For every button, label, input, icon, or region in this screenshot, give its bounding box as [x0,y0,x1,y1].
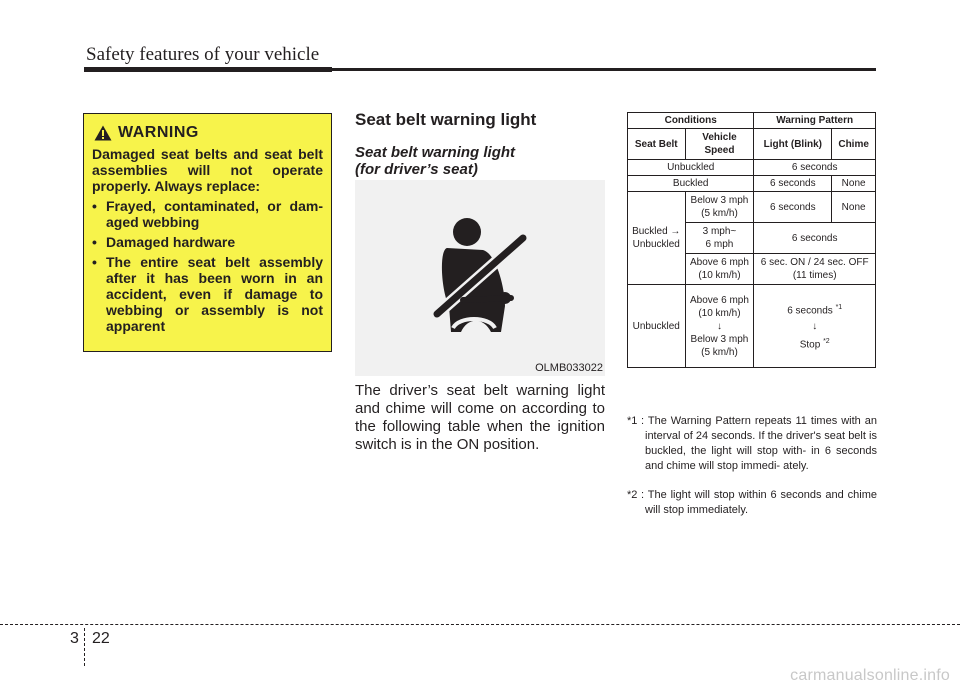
section-subtitle-line: Seat belt warning light [355,144,516,161]
table-row [628,129,876,160]
table-cell: None [832,176,876,192]
section-body: The driver’s seat belt warning light and chime will come on according to the following table when the ignition switch is in the ON position. [355,382,605,453]
footer-divider [84,628,85,666]
footnote-mark: *2 [627,489,638,501]
footnote [627,488,877,518]
table-row [628,176,876,192]
table-cell: Below 3 mph (5 km/h) [685,192,754,223]
warning-list [92,198,323,334]
table-cell: 3 mph~ 6 mph [685,223,754,254]
page-number: 22 [92,630,110,647]
table-cell: 6 seconds $^{*1}$ ↓ Stop $^{*2}$ [754,285,876,368]
footnote-text: : The Warning Pattern repeats 11 times with an interval of 24 seconds. If the driver's seat belt is buckled, the light will stop with- in 6 seconds and chime will stop immedi- ately. [641,415,877,472]
footer-rule [0,624,960,625]
table-cell: Unbuckled [628,285,686,368]
table-cell: 6 seconds [754,160,876,176]
table-cell: Unbuckled [628,160,754,176]
table-header-light: Light (Blink) [754,129,832,160]
footnote [627,414,877,474]
table-cell: Buckled [628,176,754,192]
table-cell: 6 seconds [754,223,876,254]
warning-heading [94,124,323,142]
table-row [628,113,876,129]
table-cell: 6 seconds [754,176,832,192]
table-header-speed: Vehicle Speed [685,129,754,160]
warning-item: • The entire seat belt assembly after it has been worn in an accident, even if damage to webbing or assembly is not apparent [92,254,323,334]
table-row [628,192,876,223]
section-heading-block [355,110,605,178]
footnote-mark: *1 [627,415,638,427]
header-rule-accent [84,67,332,72]
watermark: carmanualsonline.info [790,667,950,684]
footnote-text: : The light will stop within 6 seconds and chime will stop immediately. [641,489,877,516]
warning-heading-text: WARNING [118,124,199,141]
table-cell: 6 sec. ON / 24 sec. OFF (11 times) [754,254,876,285]
warning-box [83,113,332,352]
chapter-number: 3 [70,630,79,647]
table-cell: Above 6 mph (10 km/h) ↓ Below 3 mph (5 km/h) [685,285,754,368]
table-header-chime: Chime [832,129,876,160]
page-header-title: Safety features of your vehicle [86,44,320,65]
section-subtitle-line: (for driver’s seat) [355,161,478,178]
section-title: Seat belt warning light [355,110,537,129]
seat-belt-illustration [355,180,605,376]
table-cell: Buckled → Unbuckled [628,192,686,285]
image-code: OLMB033022 [535,362,603,374]
table-cell: None [832,192,876,223]
table-cell: Above 6 mph (10 km/h) [685,254,754,285]
seat-belt-warning-icon [355,180,605,376]
warning-intro: Damaged seat belts and seat belt assemblies will not operate properly. Always replace: [92,146,323,194]
warning-item: • Damaged hardware [92,234,323,250]
table-row [628,285,876,368]
table-header-seatbelt: Seat Belt [628,129,686,160]
table-header-conditions: Conditions [628,113,754,129]
table-row [628,160,876,176]
table-header-pattern: Warning Pattern [754,113,876,129]
warning-item: • Frayed, contaminated, or dam- aged webbing [92,198,323,230]
warning-pattern-table [627,112,876,368]
warning-triangle-icon [94,125,112,141]
table-cell: 6 seconds [754,192,832,223]
section-subtitle [355,144,605,178]
